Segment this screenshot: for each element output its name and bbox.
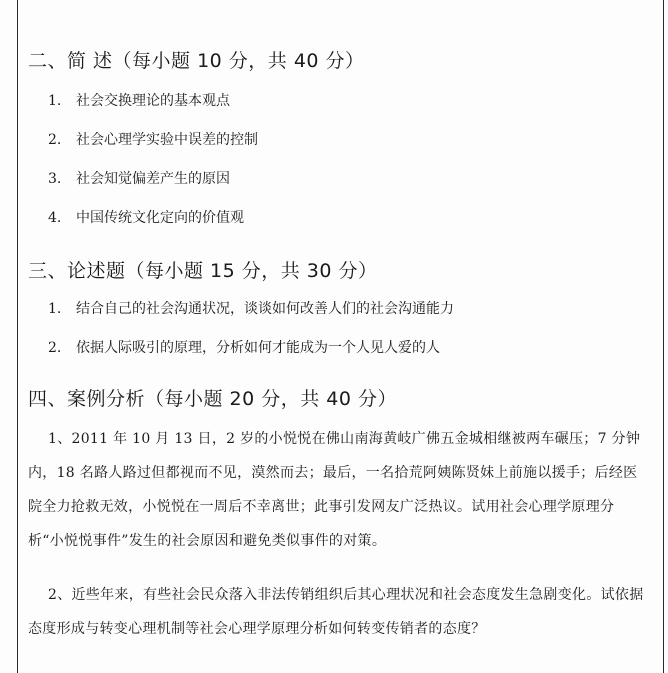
item-number: 3. [48,171,62,187]
section-3-item-1 [48,298,454,318]
section-3-heading: 三、论述题（每小题 15 分，共 30 分） [28,260,378,282]
page-border-right [663,0,664,673]
case-1-paragraph: 1、2011 年 10 月 13 日，2 岁的小悦悦在佛山南海黄岐广佛五金城相继被两车碾压；7 分钟内，18 名路人路过但都视而不见，漠然而去；最后，一名拾荒阿姨陈贤妹上前施以援手；后经医院全力抢救无效，小悦悦在一周后不幸离世；此事引发网友广泛热议。试用社会心理学原理分析“小悦悦事件”发生的社会原因和避免类似事件的对策。 [28,431,641,549]
case-2-paragraph: 2、近些年来，有些社会民众落入非法传销组织后其心理状况和社会态度发生急剧变化。试依据态度形成与转变心理机制等社会心理学原理分析如何转变传销者的态度？ [28,587,644,637]
section-2-heading: 二、简 述（每小题 10 分，共 40 分） [28,50,365,72]
item-number: 2. [48,340,62,356]
section-2-item-1 [48,90,230,110]
item-number: 2. [48,132,62,148]
section-4-heading: 四、案例分析（每小题 20 分，共 40 分） [28,388,398,410]
item-number: 1. [48,93,62,109]
item-text: 社会心理学实验中误差的控制 [76,132,258,148]
item-number: 4. [48,210,62,226]
section-3-item-2 [48,337,440,357]
item-text: 中国传统文化定向的价值观 [76,210,244,226]
item-number: 1. [48,301,62,317]
item-text: 依据人际吸引的原理，分析如何才能成为一个人见人爱的人 [76,340,440,356]
section-2-item-2 [48,129,258,149]
item-text: 社会交换理论的基本观点 [76,93,230,109]
section-2-item-3 [48,168,230,188]
section-2-item-4 [48,207,244,227]
item-text: 结合自己的社会沟通状况，谈谈如何改善人们的社会沟通能力 [76,301,454,317]
item-text: 社会知觉偏差产生的原因 [76,171,230,187]
page-border-left [17,0,18,673]
